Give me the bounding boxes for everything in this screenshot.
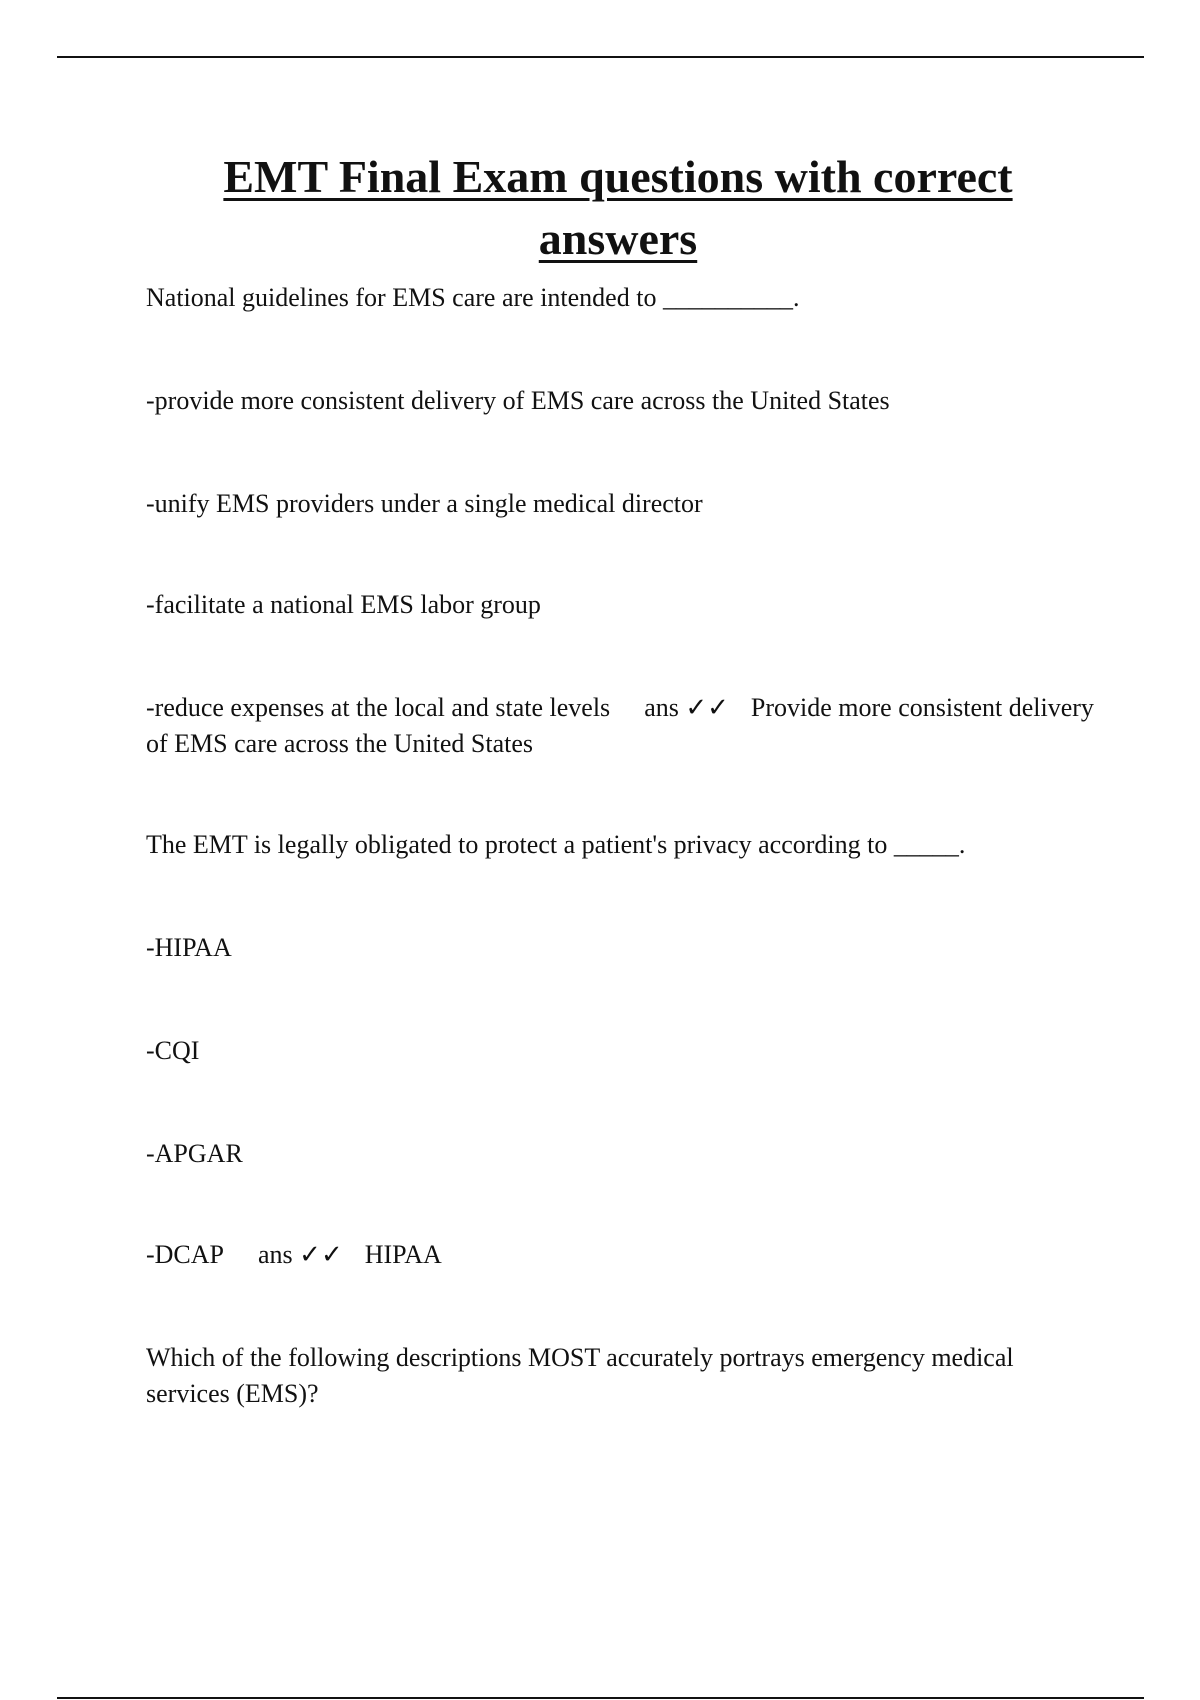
question-2-answer-label: ans ✓✓	[258, 1240, 343, 1269]
question-1-option-b: -unify EMS providers under a single medical director	[146, 489, 703, 518]
question-1-option-d: -reduce expenses at the local and state levels	[146, 693, 611, 722]
question-1-answer-label: ans ✓✓	[644, 693, 729, 722]
question-1-text: National guidelines for EMS care are intended to __________.	[146, 283, 800, 312]
question-2-answer-block	[146, 1237, 1096, 1273]
question-2-option-b: -CQI	[146, 1036, 200, 1065]
question-2-text: The EMT is legally obligated to protect a patient's privacy according to _____.	[146, 830, 966, 859]
question-2-answer: HIPAA	[364, 1240, 442, 1269]
question-3-text: Which of the following descriptions MOST accurately portrays emergency medical services (EMS)?	[146, 1343, 1021, 1408]
question-1-option-a: -provide more consistent delivery of EMS care across the United States	[146, 386, 890, 415]
title-line-1: EMT Final Exam questions with correct	[223, 151, 1013, 202]
top-rule	[57, 56, 1144, 58]
question-1-answer-block	[146, 690, 1101, 762]
question-2-option-c: -APGAR	[146, 1139, 243, 1168]
question-2-option-d: -DCAP	[146, 1240, 225, 1269]
document-title	[0, 146, 1200, 270]
question-1-option-c: -facilitate a national EMS labor group	[146, 590, 541, 619]
question-1-answer: Provide more consistent delivery of EMS care across the United States	[146, 693, 1101, 758]
question-2-option-a: -HIPAA	[146, 933, 232, 962]
title-line-2: answers	[538, 213, 698, 264]
bottom-rule	[57, 1697, 1144, 1699]
